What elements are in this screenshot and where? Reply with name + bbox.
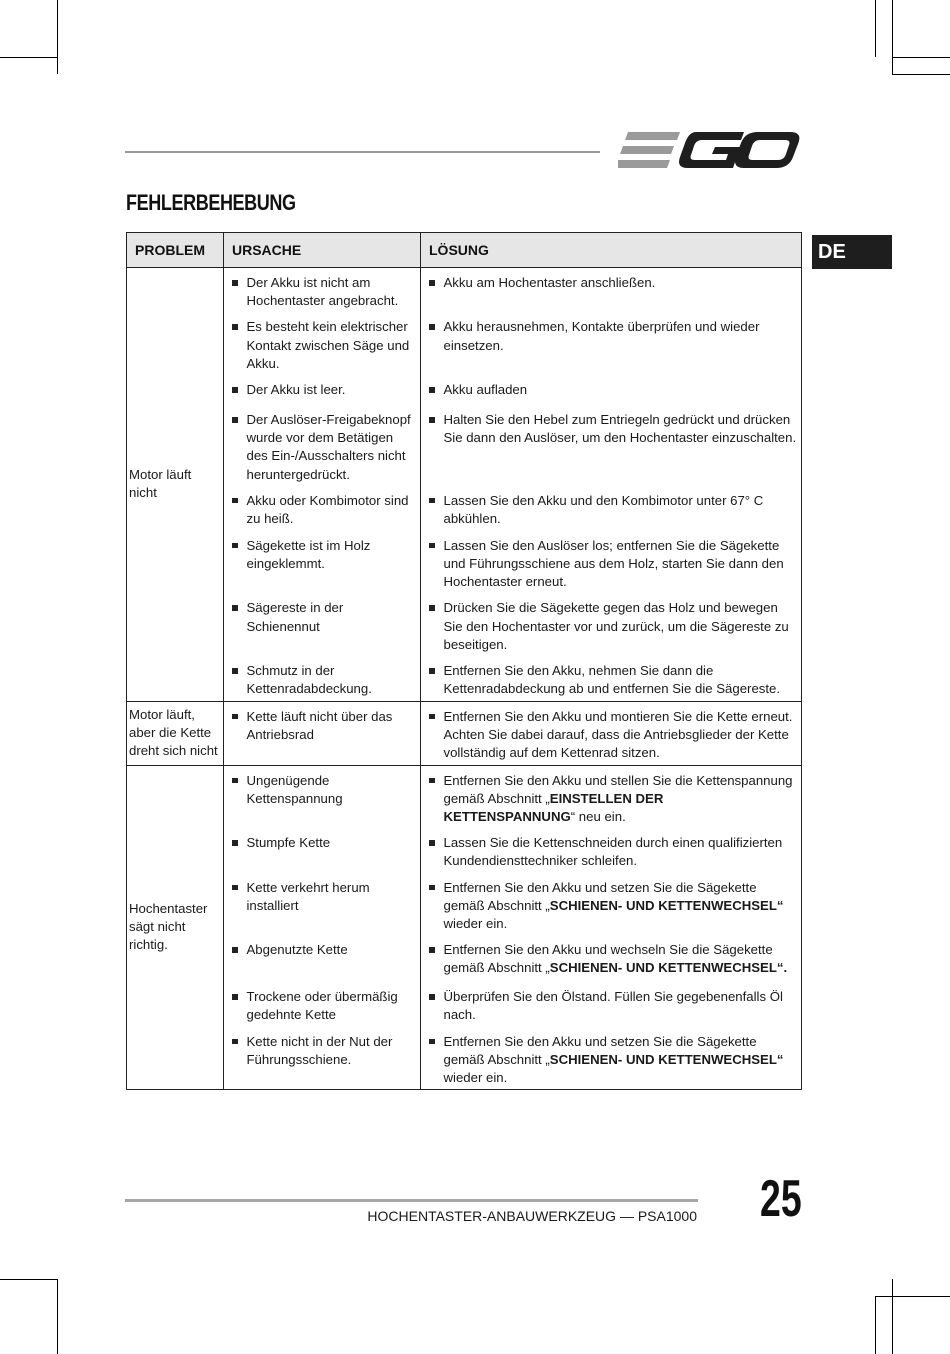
table-row xyxy=(127,1027,802,1090)
cause-text: Der Auslöser-Freigabeknopf wurde vor dem Betätigen des Ein-/Ausschalters nicht heruntergedrückt. xyxy=(246,412,411,482)
solution-segment: “ neu ein. xyxy=(570,808,626,824)
solution-cell xyxy=(421,312,802,375)
bullet-icon xyxy=(429,885,435,891)
table-row xyxy=(127,701,802,765)
table-row xyxy=(127,656,802,701)
solution-segment: Halten Sie den Hebel zum Entriegeln gedrückt und drücken Sie dann den Auslöser, um den Hochentaster einzuschalten. xyxy=(443,412,797,446)
cause-cell xyxy=(224,982,421,1026)
solution-cell xyxy=(421,405,802,486)
cause-text: Sägereste in der Schienennut xyxy=(246,600,344,634)
solution-text xyxy=(444,274,798,292)
bullet-icon xyxy=(232,387,238,393)
solution-cell xyxy=(421,268,802,313)
solution-text xyxy=(444,492,798,528)
problem-cell: Hochentaster sägt nicht richtig. xyxy=(127,765,224,1090)
table-row xyxy=(127,486,802,531)
cause-cell xyxy=(224,268,421,313)
bullet-icon xyxy=(232,1039,238,1045)
section-title: FEHLERBEHEBUNG xyxy=(126,190,296,215)
solution-segment: Entfernen Sie den Akku, nehmen Sie dann die Kettenradabdeckung ab und entfernen Sie die Sägereste. xyxy=(443,663,781,697)
solution-text xyxy=(444,411,798,447)
solution-cell xyxy=(421,982,802,1026)
bullet-icon xyxy=(429,498,435,504)
bullet-icon xyxy=(232,280,238,286)
cause-text: Der Akku ist nicht am Hochentaster angebracht. xyxy=(246,275,399,309)
ego-logo xyxy=(618,128,800,172)
solution-segment: Entfernen Sie den Akku und setzen Sie die Sägekette gemäß Abschnitt „ xyxy=(443,879,757,913)
solution-segment: Entfernen Sie den Akku und stellen Sie die Kettenspannung gemäß Abschnitt „ xyxy=(443,772,793,806)
solution-cell xyxy=(421,701,802,765)
bullet-icon xyxy=(429,994,435,1000)
solution-text xyxy=(444,599,798,654)
crop-mark xyxy=(57,1279,58,1354)
bullet-icon xyxy=(232,714,238,720)
cause-cell xyxy=(224,873,421,936)
solution-text xyxy=(444,318,798,354)
solution-cell xyxy=(421,873,802,936)
bullet-icon xyxy=(232,543,238,549)
cause-text: Es besteht kein elektrischer Kontakt zwischen Säge und Akku. xyxy=(246,319,410,371)
table-row xyxy=(127,312,802,375)
footer-title: HOCHENTASTER-ANBAUWERKZEUG — PSA1000 xyxy=(367,1208,697,1224)
solution-text xyxy=(444,662,798,698)
bullet-icon xyxy=(429,1039,435,1045)
solution-cell xyxy=(421,656,802,701)
header-problem: PROBLEM xyxy=(127,233,224,268)
bullet-icon xyxy=(429,543,435,549)
crop-mark xyxy=(892,1279,893,1354)
bullet-icon xyxy=(429,840,435,846)
solution-text xyxy=(444,834,798,870)
table-row xyxy=(127,268,802,313)
table-row xyxy=(127,828,802,872)
solution-segment: Entfernen Sie den Akku und setzen Sie die Sägekette gemäß Abschnitt „ xyxy=(443,1033,757,1067)
table-row xyxy=(127,405,802,486)
cause-text: Stumpfe Kette xyxy=(246,835,331,851)
crop-mark xyxy=(892,74,950,75)
cause-cell xyxy=(224,765,421,828)
solution-text xyxy=(444,1033,798,1088)
table-row xyxy=(127,593,802,656)
footer-rule xyxy=(125,1199,698,1202)
bullet-icon xyxy=(232,417,238,423)
crop-mark xyxy=(57,0,58,74)
cause-cell xyxy=(224,486,421,531)
bullet-icon xyxy=(232,885,238,891)
bullet-icon xyxy=(232,324,238,330)
solution-cell xyxy=(421,828,802,872)
solution-segment: Drücken Sie die Sägekette gegen das Holz und bewegen Sie den Hochentaster vor und zurück, um die Sägereste zu beseitigen. xyxy=(443,600,789,652)
bullet-icon xyxy=(429,417,435,423)
page-number: 25 xyxy=(760,1170,802,1228)
table-row xyxy=(127,935,802,982)
cause-text: Akku oder Kombimotor sind zu heiß. xyxy=(246,492,409,527)
cause-cell xyxy=(224,312,421,375)
solution-segment: Akku aufladen xyxy=(443,382,528,398)
solution-reference: SCHIENEN- UND KETTENWECHSEL“ xyxy=(549,897,784,913)
solution-text xyxy=(444,381,798,399)
cause-cell xyxy=(224,656,421,701)
table-row xyxy=(127,531,802,594)
header-rule xyxy=(125,151,600,153)
cause-text: Schmutz in der Kettenradabdeckung. xyxy=(246,663,372,697)
problem-cell: Motor läuft nicht xyxy=(127,268,224,702)
solution-segment: wieder ein. xyxy=(443,915,508,931)
bullet-icon xyxy=(429,778,435,784)
cause-text: Kette verkehrt herum installiert xyxy=(246,879,370,913)
bullet-icon xyxy=(232,605,238,611)
table-row xyxy=(127,375,802,405)
solution-segment: Entfernen Sie den Akku und wechseln Sie die Sägekette gemäß Abschnitt „ xyxy=(443,942,773,976)
solution-segment: Akku herausnehmen, Kontakte überprüfen und wieder einsetzen. xyxy=(443,319,760,353)
bullet-icon xyxy=(429,947,435,953)
solution-cell xyxy=(421,1027,802,1090)
solution-reference: SCHIENEN- UND KETTENWECHSEL“. xyxy=(549,960,788,976)
solution-cell xyxy=(421,593,802,656)
cause-text: Kette nicht in der Nut der Führungsschiene. xyxy=(246,1033,393,1067)
bullet-icon xyxy=(232,668,238,674)
solution-text xyxy=(444,708,798,763)
solution-text xyxy=(444,772,798,827)
bullet-icon xyxy=(232,778,238,784)
cause-cell xyxy=(224,375,421,405)
crop-mark xyxy=(875,1296,876,1354)
table-row xyxy=(127,982,802,1026)
solution-cell xyxy=(421,765,802,828)
problem-cell: Motor läuft, aber die Kette dreht sich nicht xyxy=(127,701,224,765)
cause-cell xyxy=(224,531,421,594)
cause-text: Sägekette ist im Holz eingeklemmt. xyxy=(246,537,371,572)
solution-cell xyxy=(421,935,802,982)
crop-mark xyxy=(892,57,950,58)
cause-text: Trockene oder übermäßig gedehnte Kette xyxy=(246,989,398,1023)
solution-text xyxy=(444,941,798,977)
cause-cell xyxy=(224,935,421,982)
cause-text: Der Akku ist leer. xyxy=(246,382,346,398)
bullet-icon xyxy=(232,498,238,504)
solution-text xyxy=(444,537,798,592)
cause-text: Kette läuft nicht über das Antriebsrad xyxy=(246,708,393,742)
troubleshooting-table xyxy=(126,232,802,1090)
solution-text xyxy=(444,988,798,1024)
language-tab: DE xyxy=(812,235,892,269)
cause-cell xyxy=(224,593,421,656)
solution-segment: Lassen Sie den Auslöser los; entfernen Sie die Sägekette und Führungsschiene aus dem Holz, starten Sie dann den Hochentaster erneut. xyxy=(443,537,784,590)
bullet-icon xyxy=(429,324,435,330)
solution-cell xyxy=(421,486,802,531)
solution-segment: wieder ein. xyxy=(443,1069,508,1085)
solution-segment: Lassen Sie die Kettenschneiden durch einen qualifizierten Kundendiensttechniker schleifen. xyxy=(443,835,783,869)
cause-text: Ungenügende Kettenspannung xyxy=(246,772,343,806)
bullet-icon xyxy=(429,668,435,674)
table-header-row xyxy=(127,233,802,268)
solution-text xyxy=(444,879,798,934)
solution-cell xyxy=(421,375,802,405)
header-cause: URSACHE xyxy=(224,233,421,268)
bullet-icon xyxy=(429,714,435,720)
solution-segment: Lassen Sie den Akku und den Kombimotor unter 67° C abkühlen. xyxy=(443,492,764,527)
cause-cell xyxy=(224,1027,421,1090)
bullet-icon xyxy=(429,605,435,611)
cause-text: Abgenutzte Kette xyxy=(246,942,348,958)
table-row xyxy=(127,765,802,828)
crop-mark xyxy=(875,1296,950,1297)
crop-mark xyxy=(0,57,57,58)
crop-mark xyxy=(0,1279,57,1280)
header-solution: LÖSUNG xyxy=(421,233,802,268)
table-row xyxy=(127,873,802,936)
cause-cell xyxy=(224,701,421,765)
crop-mark xyxy=(875,0,876,57)
solution-segment: Entfernen Sie den Akku und montieren Sie die Kette erneut. Achten Sie dabei darauf, dass die Antriebsglieder der Kette vollständig auf dem Kettenrad sitzen. xyxy=(443,708,793,760)
cause-cell xyxy=(224,405,421,486)
solution-segment: Akku am Hochentaster anschließen. xyxy=(443,275,656,290)
solution-reference: SCHIENEN- UND KETTENWECHSEL“ xyxy=(549,1051,784,1067)
bullet-icon xyxy=(232,840,238,846)
cause-cell xyxy=(224,828,421,872)
bullet-icon xyxy=(429,387,435,393)
bullet-icon xyxy=(232,994,238,1000)
solution-segment: Überprüfen Sie den Ölstand. Füllen Sie gegebenenfalls Öl nach. xyxy=(443,989,783,1023)
bullet-icon xyxy=(232,947,238,953)
solution-reference: EINSTELLEN DER KETTENSPANNUNG xyxy=(443,790,664,824)
bullet-icon xyxy=(429,280,435,286)
solution-cell xyxy=(421,531,802,594)
crop-mark xyxy=(892,0,893,74)
